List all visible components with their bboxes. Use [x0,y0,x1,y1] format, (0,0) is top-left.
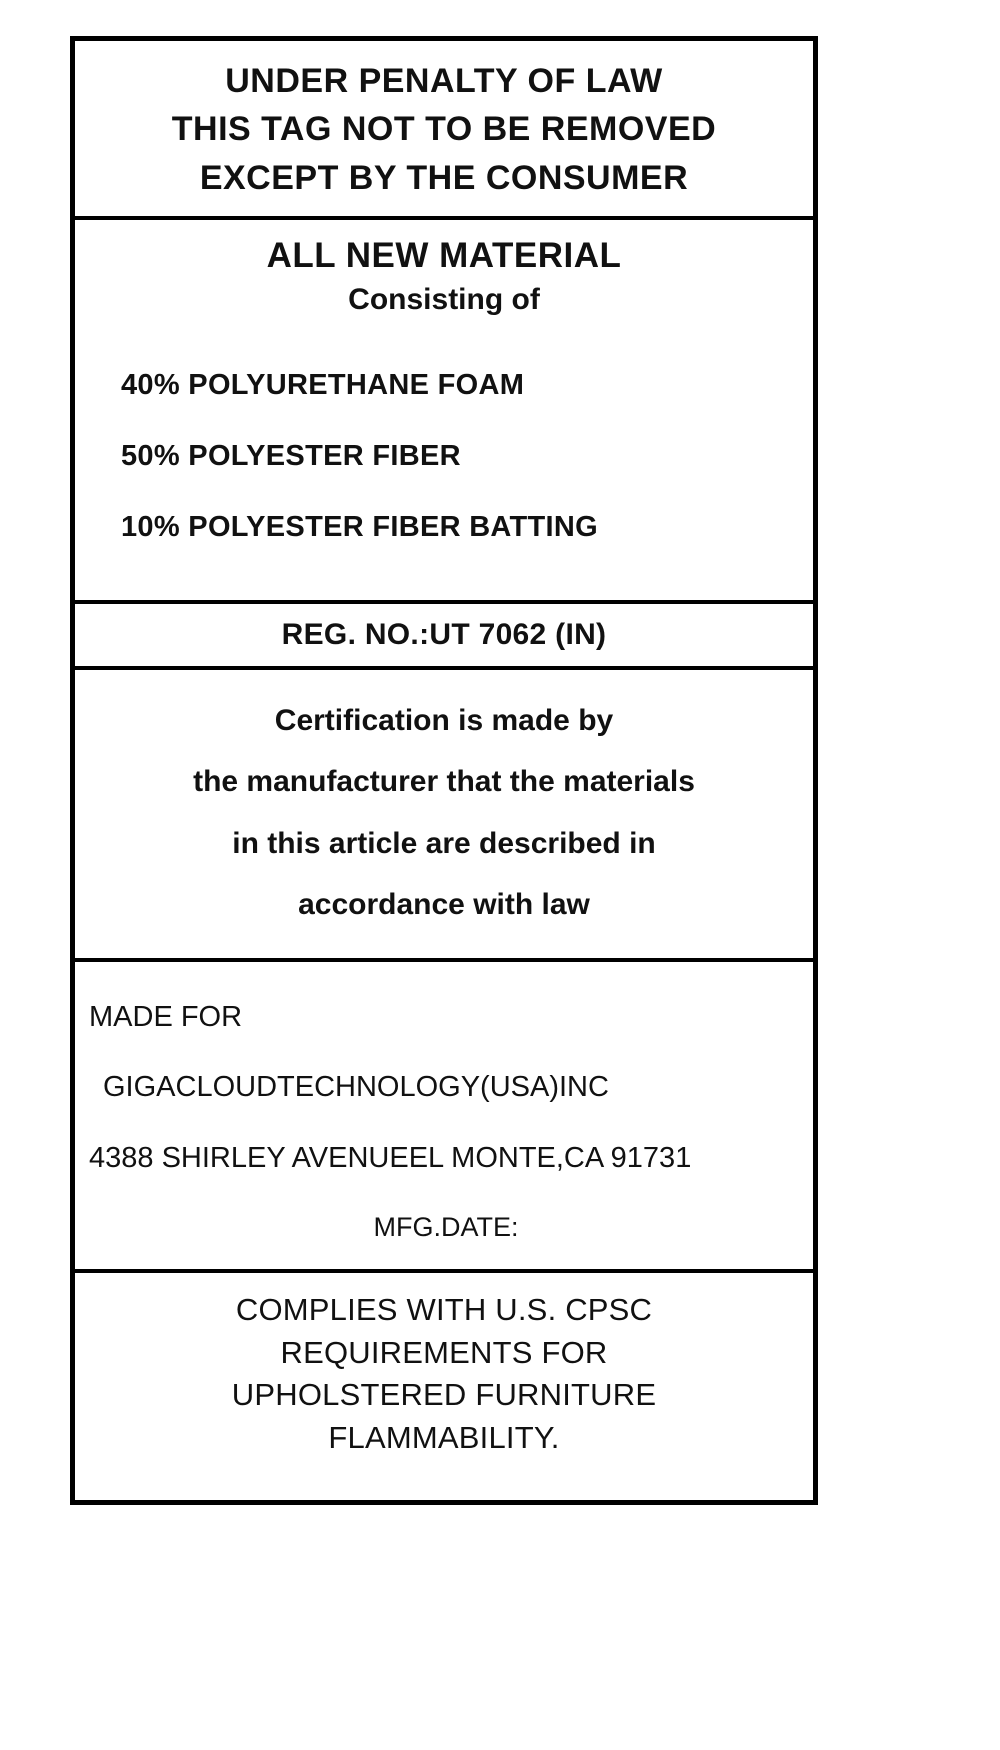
certification-line-3: in this article are described in [232,826,656,860]
penalty-line-2: THIS TAG NOT TO BE REMOVED [171,110,717,149]
materials-subtitle: Consisting of [348,282,540,316]
material-component: 10% POLYESTER FIBER BATTING [121,510,599,543]
certification-line-2: the manufacturer that the materials [193,765,695,799]
material-component: 40% POLYURETHANE FOAM [121,368,525,401]
materials-section [75,220,813,604]
penalty-header-section [75,41,813,220]
made-for-company: GIGACLOUDTECHNOLOGY(USA)INC [103,1071,609,1104]
compliance-line-2: REQUIREMENTS FOR [280,1334,608,1370]
made-for-section [75,962,813,1273]
penalty-line-1: UNDER PENALTY OF LAW [225,62,663,100]
compliance-line-3: UPHOLSTERED FURNITURE [231,1377,657,1413]
certification-line-4: accordance with law [298,888,590,922]
made-for-label: MADE FOR [89,1000,243,1033]
material-component: 50% POLYESTER FIBER [121,439,461,472]
materials-component-list [85,369,803,544]
certification-section [75,670,813,962]
mfg-date-label: MFG.DATE: [373,1211,519,1242]
law-tag [70,36,818,1505]
certification-line-1: Certification is made by [274,703,614,737]
penalty-line-3: EXCEPT BY THE CONSUMER [199,158,689,197]
registration-section [75,604,813,670]
made-for-address: 4388 SHIRLEY AVENUEEL MONTE,CA 91731 [89,1142,692,1175]
compliance-line-4: FLAMMABILITY. [328,1420,560,1456]
registration-number: REG. NO.:UT 7062 (IN) [281,617,607,651]
materials-title: ALL NEW MATERIAL [266,235,622,275]
compliance-section [75,1273,813,1500]
compliance-line-1: COMPLIES WITH U.S. CPSC [235,1291,653,1327]
